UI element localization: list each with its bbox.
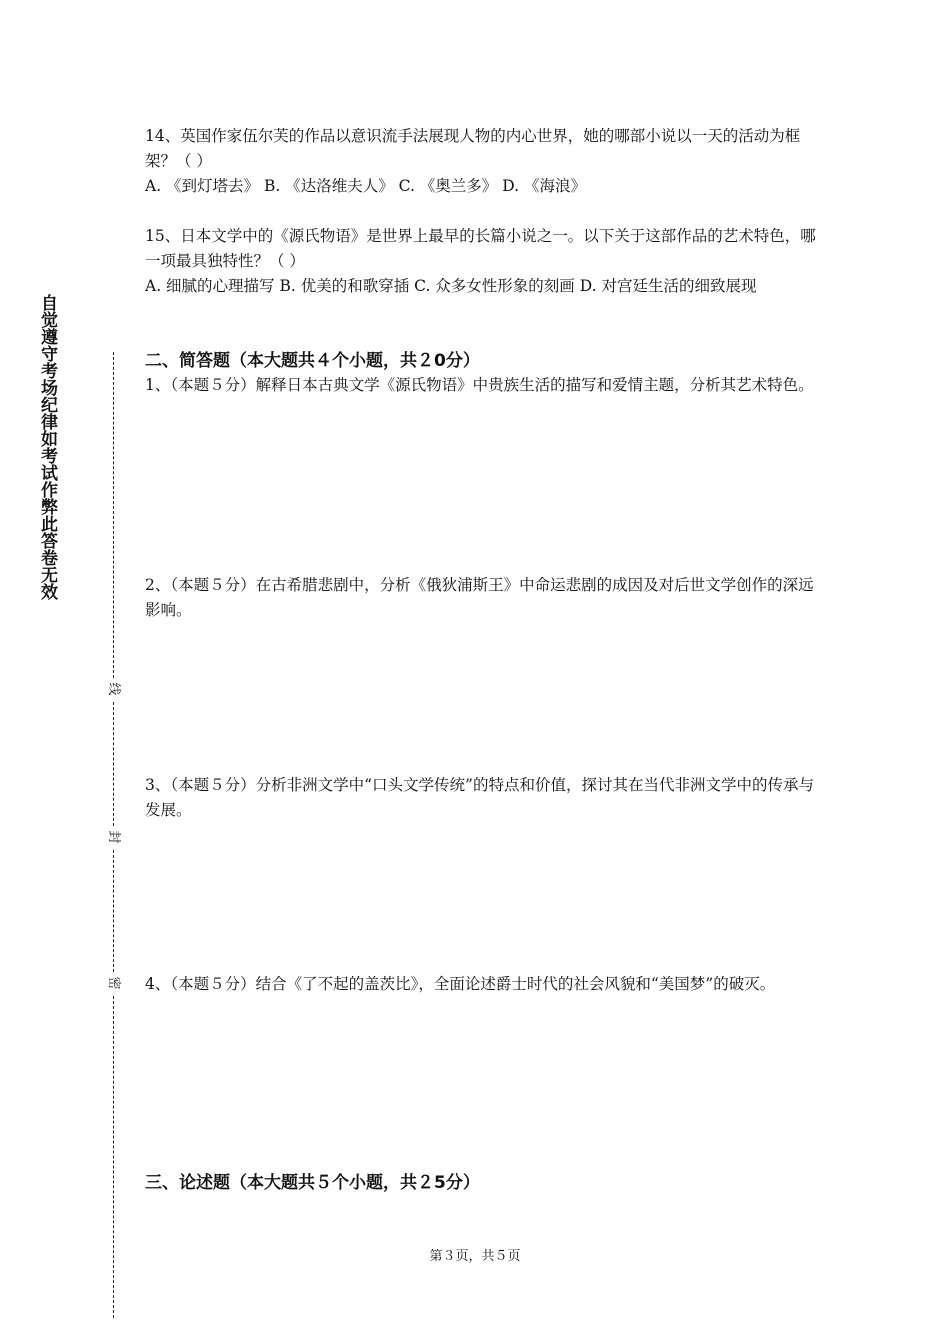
short-answer-question-2: 2、（本题５分）在古希腊悲剧中，分析《俄狄浦斯王》中命运悲剧的成因及对后世文学创作的深远影响。 bbox=[145, 576, 814, 619]
binding-dashed-line bbox=[113, 702, 114, 826]
exam-discipline-warning: 自觉遵守考场纪律如考试作弊此答卷无效 bbox=[37, 294, 57, 600]
binding-dashed-line bbox=[113, 996, 114, 1318]
short-answer-question-1: 1、（本题５分）解释日本古典文学《源氏物语》中贵族生活的描写和爱情主题，分析其艺术特色。 bbox=[145, 376, 814, 394]
short-answer-question-4: 4、（本题５分）结合《了不起的盖茨比》，全面论述爵士时代的社会风貌和“美国梦”的破灭。 bbox=[145, 975, 776, 993]
section-2-title: 二、简答题（本大题共４个小题，共２0分） bbox=[145, 351, 480, 371]
question-15-options: A. 细腻的心理描写 B. 优美的和歌穿插 C. 众多女性形象的刻画 D. 对宫廷生活的细致展现 bbox=[145, 277, 757, 295]
binding-dashed-line bbox=[113, 352, 114, 678]
binding-label-close: 密 bbox=[104, 974, 122, 992]
binding-label-line: 线 bbox=[104, 680, 122, 698]
question-14: 14、英国作家伍尔芙的作品以意识流手法展现人物的内心世界，她的哪部小说以一天的活动为框架？（ ） bbox=[145, 127, 801, 170]
section-3-title: 三、论述题（本大题共５个小题，共２5分） bbox=[145, 1173, 480, 1193]
binding-label-seal: 封 bbox=[104, 828, 122, 846]
page-number: 第３页，共５页 bbox=[429, 1249, 521, 1264]
short-answer-question-3: 3、（本题５分）分析非洲文学中“口头文学传统”的特点和价值，探讨其在当代非洲文学中的传承与发展。 bbox=[145, 776, 814, 819]
binding-dashed-line bbox=[113, 850, 114, 972]
question-15: 15、日本文学中的《源氏物语》是世界上最早的长篇小说之一。以下关于这部作品的艺术特色，哪一项最具独特性？（ ） bbox=[145, 227, 816, 270]
question-14-options: A. 《到灯塔去》 B. 《达洛维夫人》 C. 《奥兰多》 D. 《海浪》 bbox=[145, 177, 586, 195]
